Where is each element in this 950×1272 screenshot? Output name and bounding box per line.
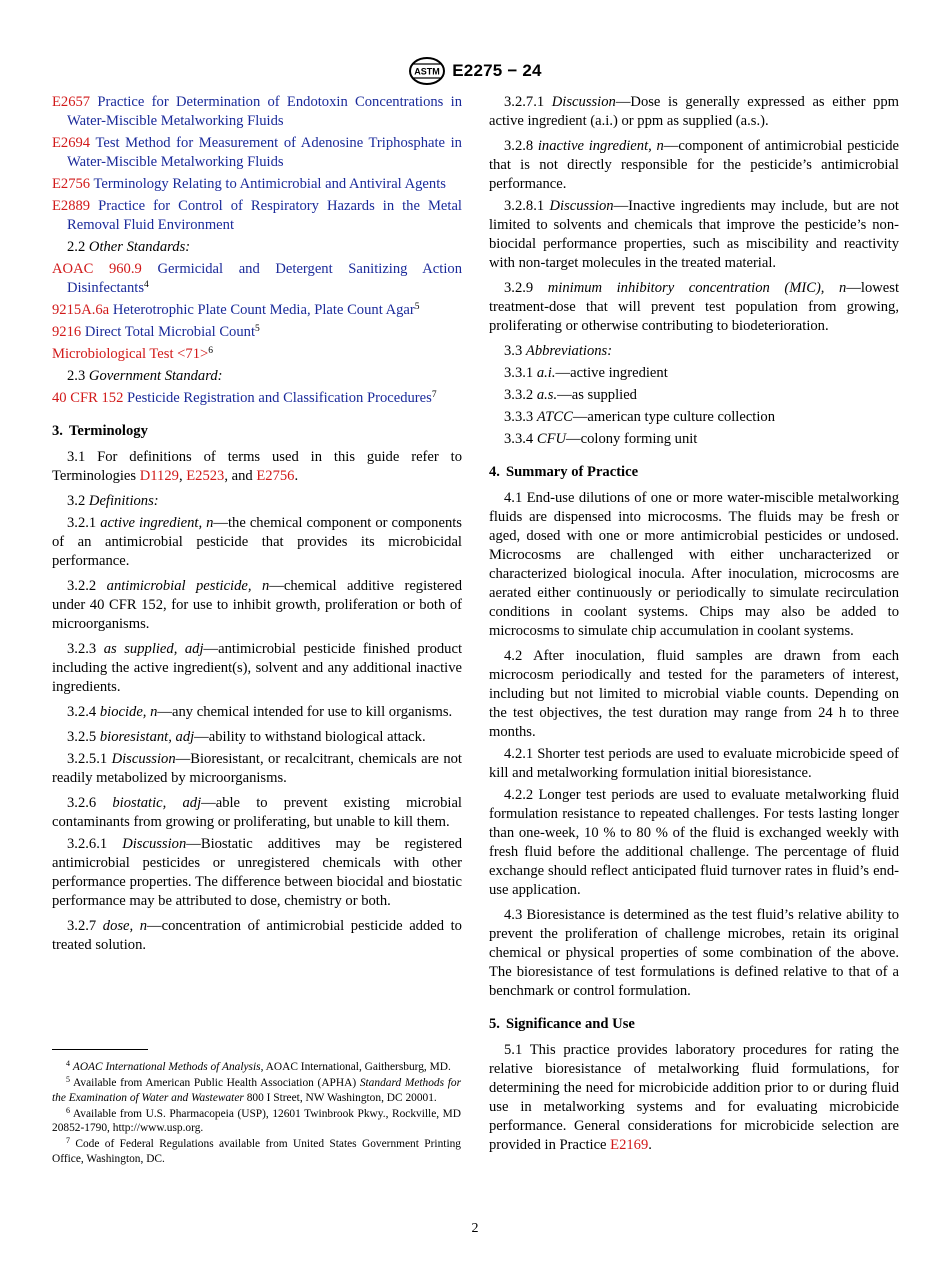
reference-item xyxy=(52,345,462,364)
term: Discussion xyxy=(111,751,176,767)
page-number: 2 xyxy=(471,1221,479,1236)
reference-code-link[interactable]: E2657 xyxy=(52,94,91,110)
term: inactive ingredient, n xyxy=(537,138,664,154)
footnote-marker[interactable]: 7 xyxy=(431,390,437,400)
definition: 3.2.7 dose, n—concentration of antimicrobial pesticide added to treated solution. xyxy=(52,918,462,953)
footnote-marker[interactable]: 5 xyxy=(255,324,260,334)
abbreviation: 3.3.4 CFU—colony forming unit xyxy=(504,431,698,447)
paragraph: 4.3 Bioresistance is determined as the test fluid’s relative ability to prevent the proliferation of challenge microbes, retain its original chemical or physical properties of some combination of the above. The bioresistance of test formulations is defined relative to that of a benchmark or control formulation. xyxy=(489,907,899,999)
astm-logo-icon xyxy=(408,56,446,86)
reference-code-link[interactable]: E2694 xyxy=(52,135,91,151)
term: bioresistant, adj xyxy=(99,729,195,745)
abbreviation: 3.3.2 a.s.—as supplied xyxy=(504,387,637,403)
term: biostatic, adj xyxy=(112,795,202,811)
paragraph-3-1: 3.1 For definitions of terms used in this guide refer to Terminologies D1129, E2523, and E2756. xyxy=(52,449,462,484)
left-column xyxy=(52,93,462,958)
reference-code-link[interactable]: 9216 xyxy=(52,324,82,340)
definition: 3.2.3 as supplied, adj—antimicrobial pesticide finished product including the active ingredient(s), solvent and any additional inactive ingredients. xyxy=(52,641,462,695)
definition: 3.2.5 bioresistant, adj—ability to withstand biological attack. xyxy=(67,729,426,745)
reference-title-link[interactable]: Terminology Relating to Antimicrobial and Antiviral Agents xyxy=(93,176,446,192)
logo-text: ASTM xyxy=(414,66,441,77)
reference-item xyxy=(52,301,462,320)
reference-list xyxy=(52,389,462,408)
section-heading-summary: 4. Summary of Practice xyxy=(489,464,639,480)
reference-item xyxy=(52,134,462,172)
subsection-heading: 2.2 Other Standards: xyxy=(67,239,191,255)
term: as supplied, adj xyxy=(103,641,204,657)
reference-code-link[interactable]: 9215A.6a xyxy=(52,302,110,318)
paragraph: 4.2 After inoculation, fluid samples are drawn from each microcosm periodically and tested for the parameters of interest, including but not limited to microbial viable counts. Depending on the test objectives, the test duration may range from 24 h to three months. xyxy=(489,648,899,740)
subsection-heading: 3.2 Definitions: xyxy=(67,493,159,509)
term: dose, n xyxy=(102,918,148,934)
reference-item xyxy=(52,197,462,235)
footnote: $^6$ Available from U.S. Pharmacopeia (USP), 12601 Twinbrook Pkwy., Rockville, MD 20852-1790, http://www.usp.org. xyxy=(52,1105,462,1135)
definition: 3.2.4 biocide, n—any chemical intended for use to kill organisms. xyxy=(67,704,453,720)
right-column xyxy=(489,93,899,1158)
term: biocide, n xyxy=(99,704,158,720)
reference-list xyxy=(52,260,462,364)
definition: 3.2.6 biostatic, adj—able to prevent existing microbial contaminants from growing or proliferating, but unable to kill them. xyxy=(52,795,462,830)
section-heading-terminology: 3. Terminology xyxy=(52,423,148,439)
reference-title-link[interactable]: Practice for Determination of Endotoxin Concentrations in Water-Miscible Metalworking Fluids xyxy=(67,94,462,129)
footnotes xyxy=(52,1060,461,1168)
reference-code-link[interactable]: E2756 xyxy=(52,176,91,192)
xref-link[interactable]: E2169 xyxy=(610,1137,649,1153)
footnote-marker[interactable]: 5 xyxy=(414,302,420,312)
paragraph: 4.1 End-use dilutions of one or more water-miscible metalworking fluids are dispensed into microcosms. The fluids may be fresh or aged, dosed with one or more antimicrobial pesticides or undosed. Microcosms are challenged with either uncharacterized or characterized biological inocula. After inoculation, microcosms are aerated either continuously or periodically to simulate recirculation conditions in coolant systems. Chips may also be added to microcosms to simulate chip accumulation in coolant systems. xyxy=(489,490,899,639)
term: Discussion xyxy=(549,198,614,214)
footnote: $^4$ AOAC International Methods of Analysis, AOAC International, Gaithersburg, MD. xyxy=(66,1059,451,1073)
footnote-marker[interactable]: 6 xyxy=(208,346,213,356)
xref-link[interactable]: D1129 xyxy=(139,468,179,484)
reference-title-link[interactable]: Heterotrophic Plate Count Media, Plate Count Agar xyxy=(112,302,415,318)
reference-title-link[interactable]: Germicidal and Detergent Sanitizing Action Disinfectants xyxy=(67,261,462,296)
reference-title-link[interactable]: Practice for Control of Respiratory Hazards in the Metal Removal Fluid Environment xyxy=(67,198,462,233)
footnote: $^7$ Code of Federal Regulations available from United States Government Printing Office, Washington, DC. xyxy=(52,1136,461,1165)
term: antimicrobial pesticide, n xyxy=(106,578,270,594)
reference-code-link[interactable]: 40 CFR 152 xyxy=(52,390,124,406)
definition: 3.2.1 active ingredient, n—the chemical component or components of an antimicrobial pesticide that provides its microbicidal performance. xyxy=(52,515,462,569)
reference-title-link[interactable]: Direct Total Microbial Count xyxy=(84,324,255,340)
definition-discussion: 3.2.8.1 Discussion—Inactive ingredients may include, but are not limited to solvents and chemicals that improve the pesticide’s non-biocidal performance properties, such as miscibility and reactivity with non-target molecules in the treated material. xyxy=(489,198,899,271)
xref-link[interactable]: E2523 xyxy=(186,468,225,484)
abbreviation: 3.3.1 a.i.—active ingredient xyxy=(504,365,668,381)
reference-code-link[interactable]: E2889 xyxy=(52,198,91,214)
standard-designation: E2275 − 24 xyxy=(452,61,542,80)
reference-item xyxy=(52,175,462,194)
term: minimum inhibitory concentration (MIC), n xyxy=(547,280,847,296)
reference-list xyxy=(52,93,462,235)
reference-title-link[interactable]: Pesticide Registration and Classification Procedures xyxy=(127,390,432,406)
reference-item xyxy=(52,323,462,342)
reference-item xyxy=(52,389,462,408)
definition-discussion: 3.2.5.1 Discussion—Bioresistant, or recalcitrant, chemicals are not readily metabolized by microorganisms. xyxy=(52,751,462,786)
term: Discussion xyxy=(551,94,616,110)
reference-title-link[interactable]: Test Method for Measurement of Adenosine Triphosphate in Water-Miscible Metalworking Fluids xyxy=(67,135,462,170)
paragraph: 4.2.2 Longer test periods are used to evaluate metalworking fluid formulation resistance to repeated challenges. For tests lasting longer than one-week, 10 % to 80 % of the fluid is exchanged weekly with fresh fluid before the additional challenge. The percentage of fluid exchange should reflect anticipated fluid turnover rates in fluid’s end-use application. xyxy=(489,787,899,898)
reference-item xyxy=(52,93,462,131)
xref-link[interactable]: E2756 xyxy=(256,468,295,484)
reference-code-link[interactable]: Microbiological Test <71> xyxy=(52,346,209,362)
definition: 3.2.8 inactive ingredient, n—component of antimicrobial pesticide that is not directly responsible for the pesticide’s antimicrobial performance. xyxy=(489,138,899,192)
subsection-heading: 3.3 Abbreviations: xyxy=(504,343,613,359)
definition-discussion: 3.2.6.1 Discussion—Biostatic additives may be registered antimicrobial pesticides or unregistered chemicals with other performance properties. The difference between biocidal and biostatic performance may be attributed to dose, chemistry or both. xyxy=(52,836,462,909)
page-header xyxy=(0,56,950,86)
footnote-marker[interactable]: 4 xyxy=(144,280,149,290)
section-heading-significance: 5. Significance and Use xyxy=(489,1016,635,1032)
footnote: $^5$ Available from American Public Health Association (APHA) Standard Methods for the Examination of Water and Wastewater 800 I Street, NW Washington, DC 20001. xyxy=(52,1075,462,1104)
paragraph-5-1: 5.1 This practice provides laboratory procedures for rating the relative bioresistance of metalworking fluid formulations, for determining the need for microbicide addition prior to or during fluid use in metalworking systems and for evaluating microbicide performance. General considerations for microbicide selection are provided in Practice E2169. xyxy=(489,1042,899,1153)
paragraph: 4.2.1 Shorter test periods are used to evaluate microbicide speed of kill and metalworking formulation initial bioresistance. xyxy=(489,746,899,781)
term: active ingredient, n xyxy=(100,515,214,531)
definition: 3.2.9 minimum inhibitory concentration (MIC), n—lowest treatment-dose that will prevent test population from growing, proliferating or otherwise contributing to biodeterioration. xyxy=(489,280,900,334)
term: Discussion xyxy=(122,836,187,852)
abbreviation: 3.3.3 ATCC—american type culture collection xyxy=(504,409,776,425)
reference-code-link[interactable]: AOAC 960.9 xyxy=(52,261,142,277)
footnote-divider xyxy=(52,1049,148,1050)
subsection-heading: 2.3 Government Standard: xyxy=(67,368,223,384)
reference-item xyxy=(52,260,462,298)
definition-discussion: 3.2.7.1 Discussion—Dose is generally expressed as either ppm active ingredient (a.i.) or ppm as supplied (a.s.). xyxy=(489,94,899,129)
definition: 3.2.2 antimicrobial pesticide, n—chemical additive registered under 40 CFR 152, for use to inhibit growth, proliferation or both of microorganisms. xyxy=(52,578,462,632)
